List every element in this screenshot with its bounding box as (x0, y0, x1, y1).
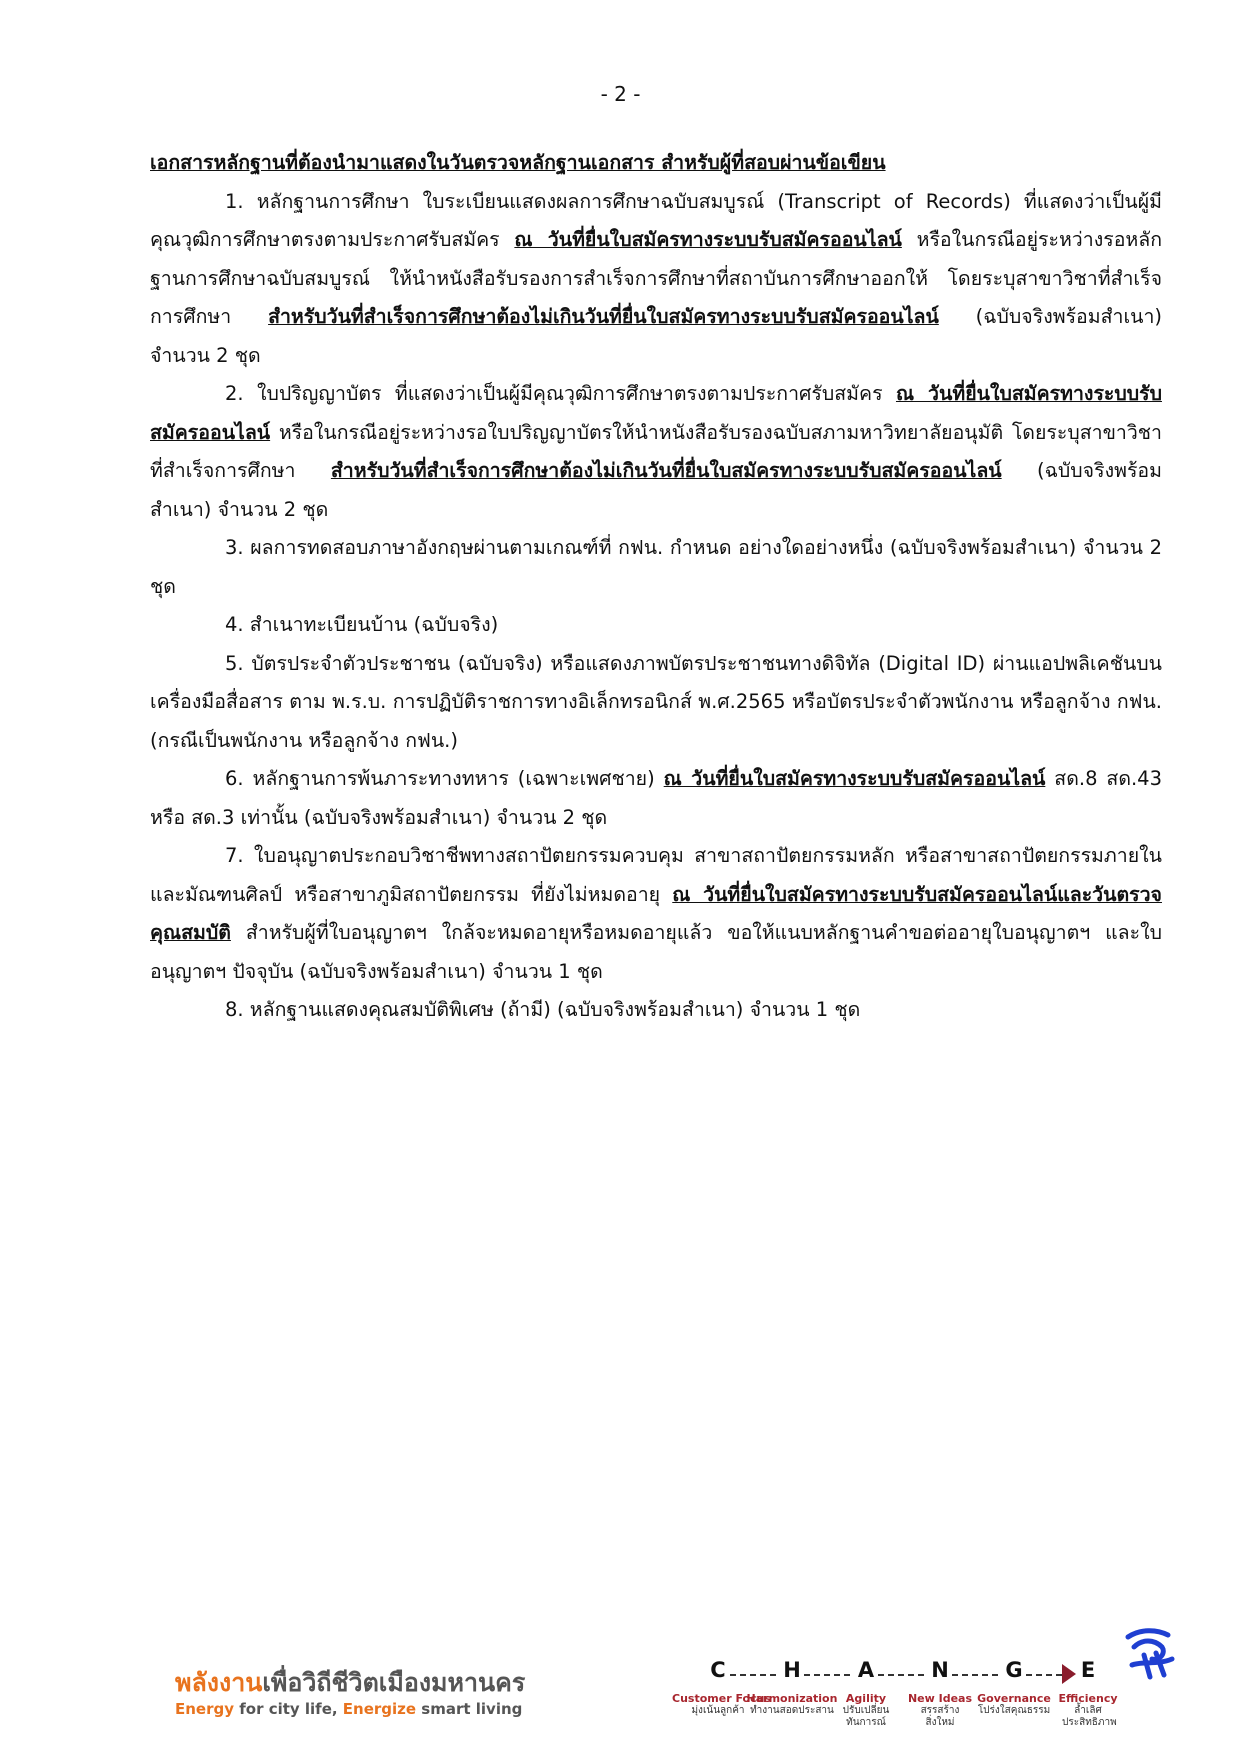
list-item-5 (150, 645, 1162, 761)
slogan-thai (175, 1668, 525, 1698)
list-item-3 (150, 529, 1162, 606)
item-emphasis: ณ วันที่ยื่นใบสมัครทางระบบรับสมัครออนไลน์และวันตรวจคุณสมบัติ (150, 882, 1162, 944)
item-emphasis: ณ วันที่ยื่นใบสมัครทางระบบรับสมัครออนไลน์ (663, 767, 1046, 790)
slogan-en-energy: Energy (175, 1700, 235, 1718)
slogan-thai-rest: เพื่อวิถีชีวิตเมืองมหานคร (262, 1668, 526, 1697)
item-text: 6. หลักฐานการพ้นภาระทางทหาร (เฉพาะเพศชาย) (225, 767, 664, 790)
list-item-8 (150, 991, 1162, 1030)
value-th: โปร่งใสคุณธรรม (977, 1705, 1051, 1716)
slogan-en-energize: Energize (342, 1700, 417, 1718)
value-th: ล้ำเลิศประสิทธิภาพ (1062, 1705, 1117, 1728)
item-text: (ฉบับจริงพร้อมสำเนา) จำนวน 2 ชุด (150, 305, 1163, 367)
change-letter: A (857, 1658, 875, 1682)
item-emphasis: สำหรับวันที่สำเร็จการศึกษาต้องไม่เกินวันที่ยื่นใบสมัครทางระบบรับสมัครออนไลน์ (330, 459, 1002, 482)
value-th: ปรับเปลี่ยนทันการณ์ (842, 1705, 890, 1728)
item-emphasis: สำหรับวันที่สำเร็จการศึกษาต้องไม่เกินวันที่ยื่นใบสมัครทางระบบรับสมัครออนไลน์ (268, 305, 939, 328)
value-th: ทำงานสอดประสาน (750, 1705, 834, 1716)
list-item-6 (150, 760, 1162, 837)
slogan-thai-highlight: พลังงาน (175, 1668, 263, 1697)
mea-logo-icon (1120, 1625, 1180, 1685)
value-en: New Ideas (907, 1692, 973, 1705)
item-text: 5. บัตรประจำตัวประชาชน (ฉบับจริง) หรือแสดงภาพบัตรประชาชนทางดิจิทัล (Digital ID) ผ่านแอปพลิเคชันบนเครื่องมือสื่อสาร ตาม พ.ร.บ. การปฏิบัติราชการทางอิเล็กทรอนิกส์ พ.ศ.2565 หรือบัตรประจำตัวพนักงาน หรือลูกจ้าง กฟน. (กรณีเป็นพนักงาน หรือลูกจ้าง กฟน.) (150, 651, 1162, 752)
item-text: 2. ใบปริญญาบัตร ที่แสดงว่าเป็นผู้มีคุณวุฒิการศึกษาตรงตามประกาศรับสมัคร (225, 382, 896, 405)
document-body (150, 144, 1162, 1030)
change-letter: N (931, 1658, 949, 1682)
item-text: 1. หลักฐานการศึกษา ใบระเบียนแสดงผลการศึกษาฉบับสมบูรณ์ (Transcript of Records) ที่แสดงว่าเป็นผู้มีคุณวุฒิการศึกษาตรงตามประกาศรับสมัคร (150, 189, 1162, 251)
change-letter: E (1080, 1658, 1096, 1682)
slogan-en-part: for city life, (234, 1700, 343, 1718)
value-en: Customer Focus (672, 1692, 771, 1705)
change-letter: G (1005, 1658, 1023, 1682)
list-item-1 (150, 183, 1162, 376)
item-text: สด.8 สด.43 หรือ สด.3 เท่านั้น (ฉบับจริงพร้อมสำเนา) จำนวน 2 ชุด (150, 767, 1162, 829)
item-text: หรือในกรณีอยู่ระหว่างรอหลักฐานการศึกษาฉบับสมบูรณ์ ให้นำหนังสือรับรองการสำเร็จการศึกษาที่สถาบันการศึกษาออกให้ โดยระบุสาขาวิชาที่สำเร็จการศึกษา (150, 228, 1163, 328)
slogan-en-part: smart living (416, 1700, 523, 1718)
page-number: - 2 - (600, 82, 641, 106)
item-text: 7. ใบอนุญาตประกอบวิชาชีพทางสถาปัตยกรรมควบคุม สาขาสถาปัตยกรรมหลัก หรือสาขาสถาปัตยกรรมภายในและมัณฑนศิลป์ หรือสาขาภูมิสถาปัตยกรรม ที่ยังไม่หมดอายุ (150, 844, 1162, 906)
dash-divider (952, 1674, 998, 1676)
dash-divider (804, 1674, 850, 1676)
document-heading: เอกสารหลักฐานที่ต้องนำมาแสดงในวันตรวจหลักฐานเอกสาร สำหรับผู้ที่สอบผ่านข้อเขียน (150, 151, 886, 174)
item-emphasis: ณ วันที่ยื่นใบสมัครทางระบบรับสมัครออนไลน์ (514, 228, 902, 251)
slogan-english (175, 1700, 525, 1718)
item-emphasis: ณ วันที่ยื่นใบสมัครทางระบบรับสมัครออนไลน์ (150, 382, 1162, 444)
list-item-7 (150, 837, 1162, 991)
item-text: 4. สำเนาทะเบียนบ้าน (ฉบับจริง) (225, 613, 499, 636)
value-en: Governance (977, 1692, 1051, 1705)
item-text: (ฉบับจริงพร้อมสำเนา) จำนวน 2 ชุด (150, 459, 1162, 521)
change-values (672, 1656, 1140, 1746)
footer-slogan (175, 1668, 525, 1718)
value-efficiency (1042, 1692, 1134, 1729)
change-letter: C (710, 1658, 726, 1682)
item-text: สำหรับผู้ที่ใบอนุญาตฯ ใกล้จะหมดอายุหรือหมดอายุแล้ว ขอให้แนบหลักฐานคำขอต่ออายุใบอนุญาตฯ และใบอนุญาตฯ ปัจจุบัน (ฉบับจริงพร้อมสำเนา) จำนวน 1 ชุด (150, 921, 1162, 983)
value-th: สรรสร้างสิ่งใหม่ (920, 1705, 960, 1728)
item-text: 8. หลักฐานแสดงคุณสมบัติพิเศษ (ถ้ามี) (ฉบับจริงพร้อมสำเนา) จำนวน 1 ชุด (225, 998, 861, 1021)
value-th: มุ่งเน้นลูกค้า (691, 1705, 745, 1716)
arrow-right-icon (1062, 1664, 1076, 1684)
item-text: 3. ผลการทดสอบภาษาอังกฤษผ่านตามเกณฑ์ที่ กฟน. กำหนด อย่างใดอย่างหนึ่ง (ฉบับจริงพร้อมสำเนา) จำนวน 2 ชุด (150, 536, 1162, 598)
list-item-4 (150, 606, 1162, 645)
list-item-2 (150, 375, 1162, 529)
value-en: Efficiency (1058, 1692, 1118, 1705)
dash-divider (1026, 1674, 1062, 1676)
change-letter: H (783, 1658, 801, 1682)
value-en: Agility (845, 1692, 887, 1705)
dash-divider (730, 1674, 776, 1676)
dash-divider (878, 1674, 924, 1676)
item-text: หรือในกรณีอยู่ระหว่างรอใบปริญญาบัตรให้นำหนังสือรับรองฉบับสภามหาวิทยาลัยอนุมัติ โดยระบุสาขาวิชาที่สำเร็จการศึกษา (150, 420, 1162, 482)
value-en: Harmonization (746, 1692, 838, 1705)
change-letters-row (700, 1656, 1140, 1686)
